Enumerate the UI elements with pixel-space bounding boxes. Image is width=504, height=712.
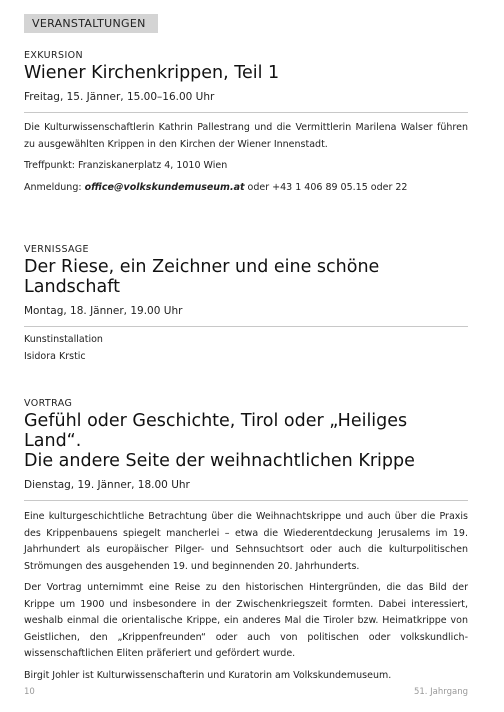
event-title: Wiener Kirchenkrippen, Teil 1 (24, 63, 280, 83)
event-kind: EXKURSION (24, 50, 84, 61)
divider (24, 326, 468, 327)
event-body (24, 120, 468, 196)
description: Die Kulturwissenschaftlerin Kathrin Pallestrang und die Vermittlerin Marilena Walser führen zu ausgewählten Krippen in den Kirchen der Wiener Innenstadt. (24, 122, 468, 150)
body-line: Isidora Krstic (24, 350, 86, 362)
event-body (24, 332, 468, 365)
body-line: Kunstinstallation (24, 334, 103, 345)
divider (24, 500, 468, 501)
event-body (24, 509, 468, 684)
event-date: Dienstag, 19. Jänner, 18.00 Uhr (24, 479, 190, 491)
event-kind: VORTRAG (24, 398, 73, 409)
event-date: Freitag, 15. Jänner, 15.00–16.00 Uhr (24, 91, 215, 103)
section-label: VERANSTALTUNGEN (24, 14, 158, 33)
paragraph: Birgit Johler ist Kulturwissenschafterin und Kuratorin am Volkskundemuseum. (24, 669, 392, 681)
event-vernissage (24, 244, 468, 365)
title-line: Die andere Seite der weihnachtlichen Krippe (24, 451, 415, 471)
registration: Anmeldung: office@volkskundemuseum.at oder +43 1 406 89 05.15 oder 22 (24, 181, 408, 193)
divider (24, 112, 468, 113)
meeting-point: Treffpunkt: Franziskanerplatz 4, 1010 Wien (24, 160, 228, 171)
paragraph: Eine kulturgeschichtliche Betrachtung über die Weihnachtskrippe und auch über die Praxis des Krippenbauens spiegelt mancherlei – etwa die Wiederentdeckung Jerusalems im 19. Jahrhundert als europäischer Pilger- und Sehnsuchtsort oder auch die kulturpolitischen Strömungen des ausgehenden 19. und beginnenden 20. Jahrhunderts. (24, 511, 468, 572)
event-vortrag (24, 398, 468, 684)
email-link[interactable]: office@volkskundemuseum.at (84, 181, 245, 193)
volume-label: 51. Jahrgang (413, 687, 468, 697)
event-kind: VERNISSAGE (24, 244, 89, 255)
event-exkursion (24, 50, 468, 196)
event-title: Der Riese, ein Zeichner und eine schöne Landschaft (24, 257, 380, 297)
page-number: 10 (24, 687, 35, 697)
event-title (24, 411, 468, 471)
event-date: Montag, 18. Jänner, 19.00 Uhr (24, 305, 183, 317)
paragraph: Der Vortrag unternimmt eine Reise zu den historischen Hintergründen, die das Bild der Krippe um 1900 und insbesondere in der Zwischenkriegszeit formten. Dabei interessiert, weshalb einmal die orientalische Krippe, ein anderes Mal die Tiroler bzw. Heimatkrippe von Geistlichen, den „Krippenfreunden“ oder auch von politischen oder volkskundlich-wissenschaftlichen Eliten präferiert und gefördert wurde. (24, 582, 468, 659)
title-line: Gefühl oder Geschichte, Tirol oder „Heiliges Land“. (24, 411, 408, 451)
